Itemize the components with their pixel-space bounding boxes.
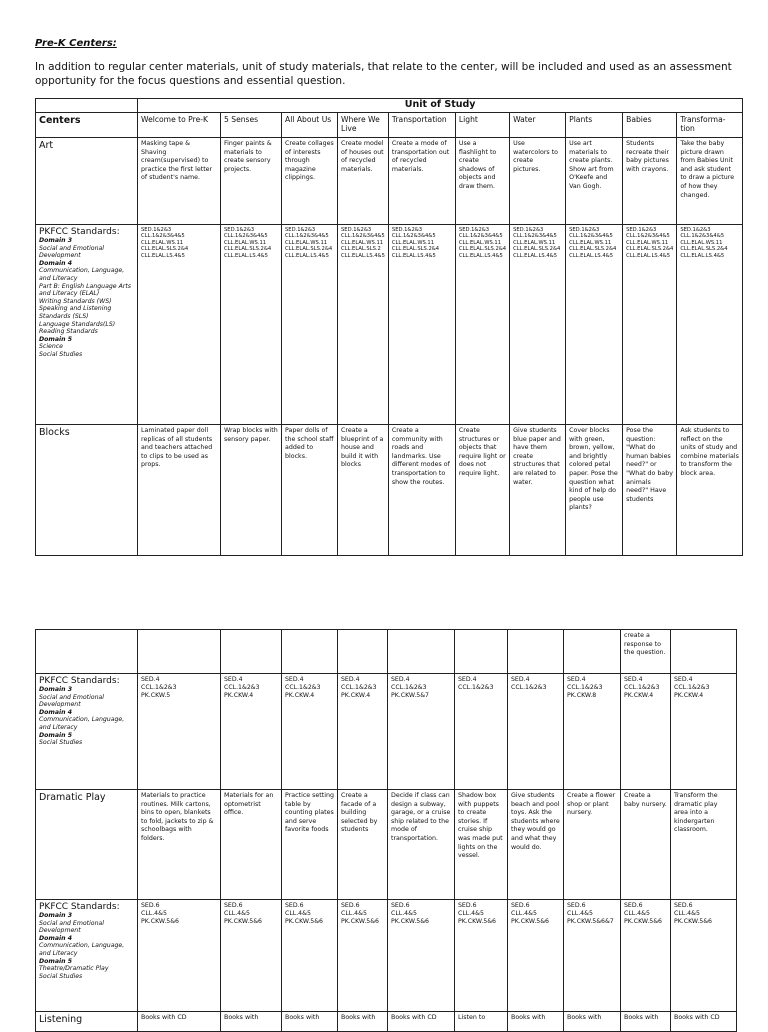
center-name-art-cell	[36, 138, 138, 225]
standards-cell	[623, 225, 677, 425]
standard-code: PK.CKW.4	[341, 692, 371, 699]
standard-code: PK.CKW.5&6	[224, 918, 262, 925]
art-cell: Use art materials to create plants. Show art from O'Keefe and Van Gogh.	[566, 138, 623, 225]
domain-line: Domain 4	[39, 259, 72, 267]
standards-cell	[388, 900, 455, 1012]
table-row	[36, 900, 737, 1012]
standard-code: CLL.1&2&3&4&5	[341, 233, 385, 240]
standard-code: CCL.1&2&3	[224, 684, 260, 691]
standard-code: CLL.ELAL.SLS.2&4	[224, 246, 272, 253]
standard-code: CLL.ELAL.WS.11	[224, 239, 267, 246]
blocks-continuation-cell	[508, 630, 564, 674]
dramatic-cell: Materials for an optometrist office.	[221, 790, 282, 900]
unit-header: Plants	[566, 113, 623, 138]
standard-code: SED.1&2&3	[458, 227, 490, 233]
dramatic-cell: Shadow box with puppets to create stories. If cruise ship was made put lights on the vessel.	[455, 790, 508, 900]
blocks-cell: Create a blueprint of a house and build it with blocks	[338, 425, 389, 556]
standards-cell	[221, 900, 282, 1012]
blocks-continuation-cell	[671, 630, 737, 674]
domain-line: Language Standards(LS)	[39, 320, 116, 328]
blocks-cell: Pose the question: "What do human babies need?" or "What do baby animals need?" Have students	[623, 425, 677, 556]
standard-code: CLL.4&5	[567, 910, 593, 917]
standard-code: SED.4	[624, 676, 643, 683]
standard-code: CLL.ELAL.SLS.2&4	[141, 246, 189, 253]
listening-cell: Books with	[221, 1012, 282, 1032]
domain-line: Domain 3	[39, 912, 72, 919]
standards-cell	[282, 674, 338, 790]
art-cell: Use a flashlight to create shadows of objects and draw them.	[455, 138, 509, 225]
continuation-label-cell	[36, 630, 138, 674]
standard-code: CLL.4&5	[285, 910, 311, 917]
standards-cell	[510, 225, 566, 425]
standard-code: SED.4	[141, 676, 160, 683]
standards-label: PKFCC Standards:	[39, 676, 120, 686]
standard-code: PK.CKW.4	[624, 692, 654, 699]
domain-line: Domain 4	[39, 934, 72, 942]
standard-code: SED.6	[674, 902, 693, 909]
standard-code: CLL.1&2&3&4&5	[680, 233, 725, 240]
standard-code: PK.CKW.4	[224, 692, 254, 699]
domain-line: Social Studies	[39, 972, 83, 980]
standard-code: SED.6	[511, 902, 530, 909]
center-name-dramatic-play: Dramatic Play	[39, 792, 106, 803]
standard-code: PK.CKW.5&6&7	[567, 918, 614, 925]
dramatic-cell: Practice setting table by counting plates and serve favorite foods	[282, 790, 338, 900]
standards-label: PKFCC Standards:	[39, 227, 120, 237]
art-cell: Finger paints & materials to create sensory projects.	[221, 138, 282, 225]
blocks-continuation-cell	[282, 630, 338, 674]
page-title: Pre-K Centers:	[35, 38, 117, 49]
art-cell: Take the baby picture drawn from Babies Unit and ask student to draw a picture of how they changed.	[677, 138, 743, 225]
centers-table-page-1	[35, 98, 743, 556]
listening-cell: Books with CD	[671, 1012, 737, 1032]
standard-code: SED.4	[458, 676, 477, 683]
domain-line: Domain 5	[39, 335, 72, 343]
dramatic-cell: Give students beach and pool toys. Ask the students where they would go and what they would do.	[508, 790, 564, 900]
unit-header: 5 Senses	[221, 113, 282, 138]
standard-code: CLL.ELAL.LS.4&5	[391, 252, 436, 259]
table-row	[36, 138, 743, 225]
standards-cell	[338, 225, 389, 425]
standard-code: SED.4	[285, 676, 304, 683]
standard-code: CLL.ELAL.WS.11	[680, 239, 723, 246]
unit-header: Where We Live	[338, 113, 389, 138]
art-cell: Masking tape & Shaving cream(supervised) to practice the first letter of student's name.	[138, 138, 221, 225]
centers-label: Centers	[39, 115, 81, 126]
standard-code: SED.1&2&3	[391, 227, 423, 233]
standard-code: CLL.ELAL.WS.11	[458, 239, 502, 246]
standard-code: CLL.ELAL.LS.4&5	[224, 252, 268, 259]
standard-code: SED.6	[285, 902, 304, 909]
standard-code: SED.6	[224, 902, 243, 909]
domain-line: Theatre/Dramatic Play	[39, 965, 109, 973]
standard-code: PK.CKW.5&6	[141, 918, 179, 925]
domain-line: Reading Standards	[39, 328, 98, 336]
blocks-cell: Create structures or objects that require light or does not require light.	[455, 425, 509, 556]
standards-cell	[282, 900, 338, 1012]
standard-code: CCL.1&2&3	[674, 684, 710, 691]
standard-code: SED.1&2&3	[680, 227, 711, 233]
standard-code: CLL.ELAL.WS.11	[391, 239, 435, 246]
standard-code: CCL.1&2&3	[141, 684, 177, 691]
blocks-cell: Laminated paper doll replicas of all students and teachers attached to clips to be used as props.	[138, 425, 221, 556]
art-cell: Create model of houses out of recycled materials.	[338, 138, 389, 225]
blocks-cell: Cover blocks with green, brown, yellow, and brightly colored petal paper. Pose the question what kind of help do people use plants?	[566, 425, 623, 556]
blocks-continuation-cell	[221, 630, 282, 674]
standard-code: PK.CKW.5&6	[341, 918, 379, 925]
standard-code: SED.6	[458, 902, 477, 909]
standards-cell	[138, 225, 221, 425]
dramatic-cell: Transform the dramatic play area into a kindergarten classroom.	[671, 790, 737, 900]
blocks-cell: Give students blue paper and have them create structures that are related to water.	[510, 425, 566, 556]
standard-code: CLL.4&5	[141, 910, 167, 917]
blocks-continuation-cell	[138, 630, 221, 674]
table-row	[36, 790, 737, 900]
unit-of-study-header: Unit of Study	[138, 99, 743, 113]
standard-code: CLL.ELAL.SLS.2&4	[569, 246, 617, 253]
standard-code: CLL.1&2&3&4&5	[391, 233, 436, 240]
domain-line: Social and Emotional Development	[39, 693, 105, 709]
centers-label-cell	[36, 113, 138, 138]
standard-code: SED.1&2&3	[341, 227, 372, 233]
standard-code: CCL.1&2&3	[511, 684, 547, 691]
standard-code: CLL.ELAL.LS.4&5	[458, 252, 503, 259]
standards-label-cell	[36, 674, 138, 790]
standards-label-cell	[36, 900, 138, 1012]
unit-header: Babies	[623, 113, 677, 138]
domain-line: Writing Standards (WS)	[39, 297, 112, 305]
center-name-listening: Listening	[39, 1014, 83, 1025]
dramatic-cell: Decide if class can design a subway, garage, or a cruise ship related to the mode of transportation.	[388, 790, 455, 900]
domain-line: Part B: English Language Arts and Literacy (ELAL)	[39, 282, 131, 298]
standards-cell	[388, 674, 455, 790]
standard-code: CLL.ELAL.LS.4&5	[141, 252, 185, 259]
domain-line: Social Studies	[39, 739, 83, 747]
table-row	[36, 1012, 737, 1032]
unit-header: Transportation	[388, 113, 455, 138]
standard-code: PK.CKW.5&6	[285, 918, 323, 925]
standard-code: CLL.ELAL.SLS.2	[341, 246, 381, 253]
blocks-continuation-cell: create a response to the question.	[621, 630, 671, 674]
blocks-continuation-cell	[388, 630, 455, 674]
standard-code: CLL.ELAL.LS.4&5	[626, 252, 671, 259]
blocks-continuation-cell	[564, 630, 621, 674]
standards-cell	[566, 225, 623, 425]
standard-code: CLL.ELAL.WS.11	[626, 239, 669, 246]
center-name-dramatic-play-cell	[36, 790, 138, 900]
standard-code: PK.CKW.5&6	[624, 918, 662, 925]
domain-line: Communication, Language, and Literacy	[39, 716, 125, 731]
standard-code: PK.CKW.5&6	[674, 918, 712, 925]
standard-code: PK.CKW.5&6	[511, 918, 549, 925]
domain-line: Social Studies	[39, 350, 83, 358]
standards-cell	[221, 674, 282, 790]
standards-cell	[338, 674, 388, 790]
standard-code: CLL.1&2&3&4&5	[569, 233, 613, 240]
standard-code: CLL.4&5	[391, 910, 417, 917]
standard-code: CLL.ELAL.SLS.2&4	[391, 246, 440, 253]
unit-header: Transforma-tion	[677, 113, 743, 138]
standard-code: CLL.ELAL.WS.11	[141, 239, 184, 246]
table-row	[36, 674, 737, 790]
standards-cell	[677, 225, 743, 425]
standards-cell	[138, 900, 221, 1012]
domain-line: Domain 3	[39, 237, 72, 244]
standard-code: CLL.ELAL.SLS.2&4	[458, 246, 507, 253]
standard-code: CLL.4&5	[674, 910, 700, 917]
standard-code: SED.1&2&3	[224, 227, 255, 233]
standard-code: CLL.1&2&3&4&5	[285, 233, 329, 240]
listening-cell: Books with	[282, 1012, 338, 1032]
standard-code: CCL.1&2&3	[285, 684, 321, 691]
center-name-art: Art	[39, 140, 54, 151]
standard-code: CCL.1&2&3	[567, 684, 603, 691]
centers-table-page-2	[35, 629, 737, 1032]
domain-line: Social and Emotional Development	[39, 919, 105, 935]
standard-code: CLL.ELAL.LS.4&5	[341, 252, 385, 259]
standard-code: CCL.1&2&3	[341, 684, 377, 691]
standards-label: PKFCC Standards:	[39, 902, 120, 912]
standard-code: CLL.4&5	[224, 910, 250, 917]
standard-code: SED.4	[391, 676, 410, 683]
standard-code: SED.1&2&3	[569, 227, 600, 233]
table-row	[36, 425, 743, 556]
standard-code: CCL.1&2&3	[391, 684, 427, 691]
standards-cell	[621, 900, 671, 1012]
standard-code: CLL.1&2&3&4&5	[141, 233, 185, 240]
domain-line: Domain 5	[39, 731, 72, 739]
domain-line: Speaking and Listening Standards (SLS)	[39, 305, 112, 320]
standards-cell	[455, 225, 509, 425]
standard-code: CLL.ELAL.LS.4&5	[569, 252, 614, 259]
standards-cell	[671, 674, 737, 790]
standard-code: CLL.1&2&3&4&5	[224, 233, 268, 240]
standards-label-cell	[36, 225, 138, 425]
standards-cell	[508, 900, 564, 1012]
center-name-blocks-cell	[36, 425, 138, 556]
standard-code: CLL.ELAL.WS.11	[513, 239, 556, 246]
standard-code: SED.6	[141, 902, 160, 909]
standards-cell	[455, 674, 508, 790]
blocks-cell: Ask students to reflect on the units of study and combine materials to transform the block area.	[677, 425, 743, 556]
standard-code: CLL.ELAL.SLS.2&4	[285, 246, 333, 253]
standard-code: CLL.ELAL.SLS.2&4	[680, 246, 728, 253]
standard-code: CLL.1&2&3&4&5	[458, 233, 503, 240]
art-cell: Create a mode of transportation out of recycled materials.	[388, 138, 455, 225]
standards-cell	[455, 900, 508, 1012]
art-cell: Students recreate their baby pictures with crayons.	[623, 138, 677, 225]
standards-cell	[564, 900, 621, 1012]
standard-code: CLL.4&5	[624, 910, 650, 917]
unit-header: Water	[510, 113, 566, 138]
art-cell: Create collages of interests through magazine clippings.	[282, 138, 338, 225]
blocks-cell: Paper dolls of the school staff added to blocks.	[282, 425, 338, 556]
listening-cell: Books with CD	[138, 1012, 221, 1032]
standards-cell	[338, 900, 388, 1012]
listening-cell: Books with	[508, 1012, 564, 1032]
standard-code: SED.1&2&3	[285, 227, 316, 233]
blocks-cell: Wrap blocks with sensory paper.	[221, 425, 282, 556]
listening-cell: Books with	[621, 1012, 671, 1032]
dramatic-cell: Create a facade of a building selected by students	[338, 790, 388, 900]
standard-code: SED.4	[567, 676, 586, 683]
table-row	[36, 225, 743, 425]
standard-code: CLL.ELAL.LS.4&5	[513, 252, 558, 259]
unit-header: All About Us	[282, 113, 338, 138]
standard-code: SED.1&2&3	[626, 227, 657, 233]
standards-cell	[621, 674, 671, 790]
center-name-listening-cell	[36, 1012, 138, 1032]
standard-code: CLL.ELAL.WS.11	[341, 239, 384, 246]
standard-code: SED.4	[674, 676, 693, 683]
domain-line: Social and Emotional Development	[39, 244, 105, 260]
standard-code: PK.CKW.4	[285, 692, 315, 699]
standards-cell	[671, 900, 737, 1012]
standard-code: CCL.1&2&3	[458, 684, 494, 691]
listening-cell: Listen to	[455, 1012, 508, 1032]
dramatic-cell: Create a baby nursery.	[621, 790, 671, 900]
standard-code: PK.CKW.8	[567, 692, 597, 699]
standards-cell	[388, 225, 455, 425]
listening-cell: Books with	[564, 1012, 621, 1032]
standard-code: CLL.1&2&3&4&5	[513, 233, 557, 240]
standard-code: SED.4	[341, 676, 360, 683]
art-cell: Use watercolors to create pictures.	[510, 138, 566, 225]
domain-line: Science	[39, 343, 63, 351]
listening-cell: Books with CD	[388, 1012, 455, 1032]
blocks-cell: Create a community with roads and landmarks. Use different modes of transportation to show the routes.	[388, 425, 455, 556]
blocks-continuation-cell	[455, 630, 508, 674]
standard-code: SED.4	[511, 676, 530, 683]
dramatic-cell: Materials to practice routines. Milk cartons, bins to open, blankets to fold, jackets to zip & schoolbags with folders.	[138, 790, 221, 900]
corner-cell	[36, 99, 138, 113]
standard-code: CLL.ELAL.WS.11	[285, 239, 328, 246]
standard-code: SED.1&2&3	[513, 227, 544, 233]
standard-code: CLL.4&5	[458, 910, 484, 917]
domain-line: Communication, Language, and Literacy	[39, 267, 125, 282]
unit-header: Welcome to Pre-K	[138, 113, 221, 138]
standards-cell	[138, 674, 221, 790]
standard-code: PK.CKW.5&6	[458, 918, 496, 925]
table-row	[36, 99, 743, 113]
standard-code: CLL.ELAL.SLS.2&4	[626, 246, 674, 253]
standards-cell	[221, 225, 282, 425]
domain-line: Domain 5	[39, 957, 72, 965]
center-name-blocks: Blocks	[39, 427, 70, 438]
standard-code: SED.1&2&3	[141, 227, 172, 233]
domain-line: Domain 3	[39, 686, 72, 693]
standard-code: CLL.ELAL.WS.11	[569, 239, 612, 246]
standard-code: CCL.1&2&3	[624, 684, 660, 691]
standards-cell	[508, 674, 564, 790]
standard-code: PK.CKW.5&6	[391, 918, 429, 925]
standard-code: CLL.ELAL.LS.4&5	[285, 252, 329, 259]
domain-line: Domain 4	[39, 708, 72, 716]
standard-code: PK.CKW.4	[674, 692, 704, 699]
standard-code: CLL.4&5	[341, 910, 367, 917]
table-row	[36, 630, 737, 674]
standard-code: SED.4	[224, 676, 243, 683]
blocks-continuation-cell	[338, 630, 388, 674]
standard-code: CLL.ELAL.SLS.2&4	[513, 246, 561, 253]
standard-code: PK.CKW.5	[141, 692, 171, 699]
intro-paragraph: In addition to regular center materials, unit of study materials, that relate to the center, will be included and used as an assessment opportunity for the focus questions and essential question.	[35, 61, 732, 87]
standard-code: SED.6	[624, 902, 643, 909]
table-row	[36, 113, 743, 138]
standard-code: CLL.ELAL.LS.4&5	[680, 252, 725, 259]
standards-cell	[564, 674, 621, 790]
dramatic-cell: Create a flower shop or plant nursery.	[564, 790, 621, 900]
standard-code: PK.CKW.5&7	[391, 692, 429, 699]
standard-code: SED.6	[391, 902, 410, 909]
unit-header: Light	[455, 113, 509, 138]
standard-code: CLL.4&5	[511, 910, 537, 917]
standard-code: SED.6	[567, 902, 586, 909]
domain-line: Communication, Language, and Literacy	[39, 942, 125, 957]
listening-cell: Books with	[338, 1012, 388, 1032]
standard-code: SED.6	[341, 902, 360, 909]
standard-code: CLL.1&2&3&4&5	[626, 233, 670, 240]
standards-cell	[282, 225, 338, 425]
